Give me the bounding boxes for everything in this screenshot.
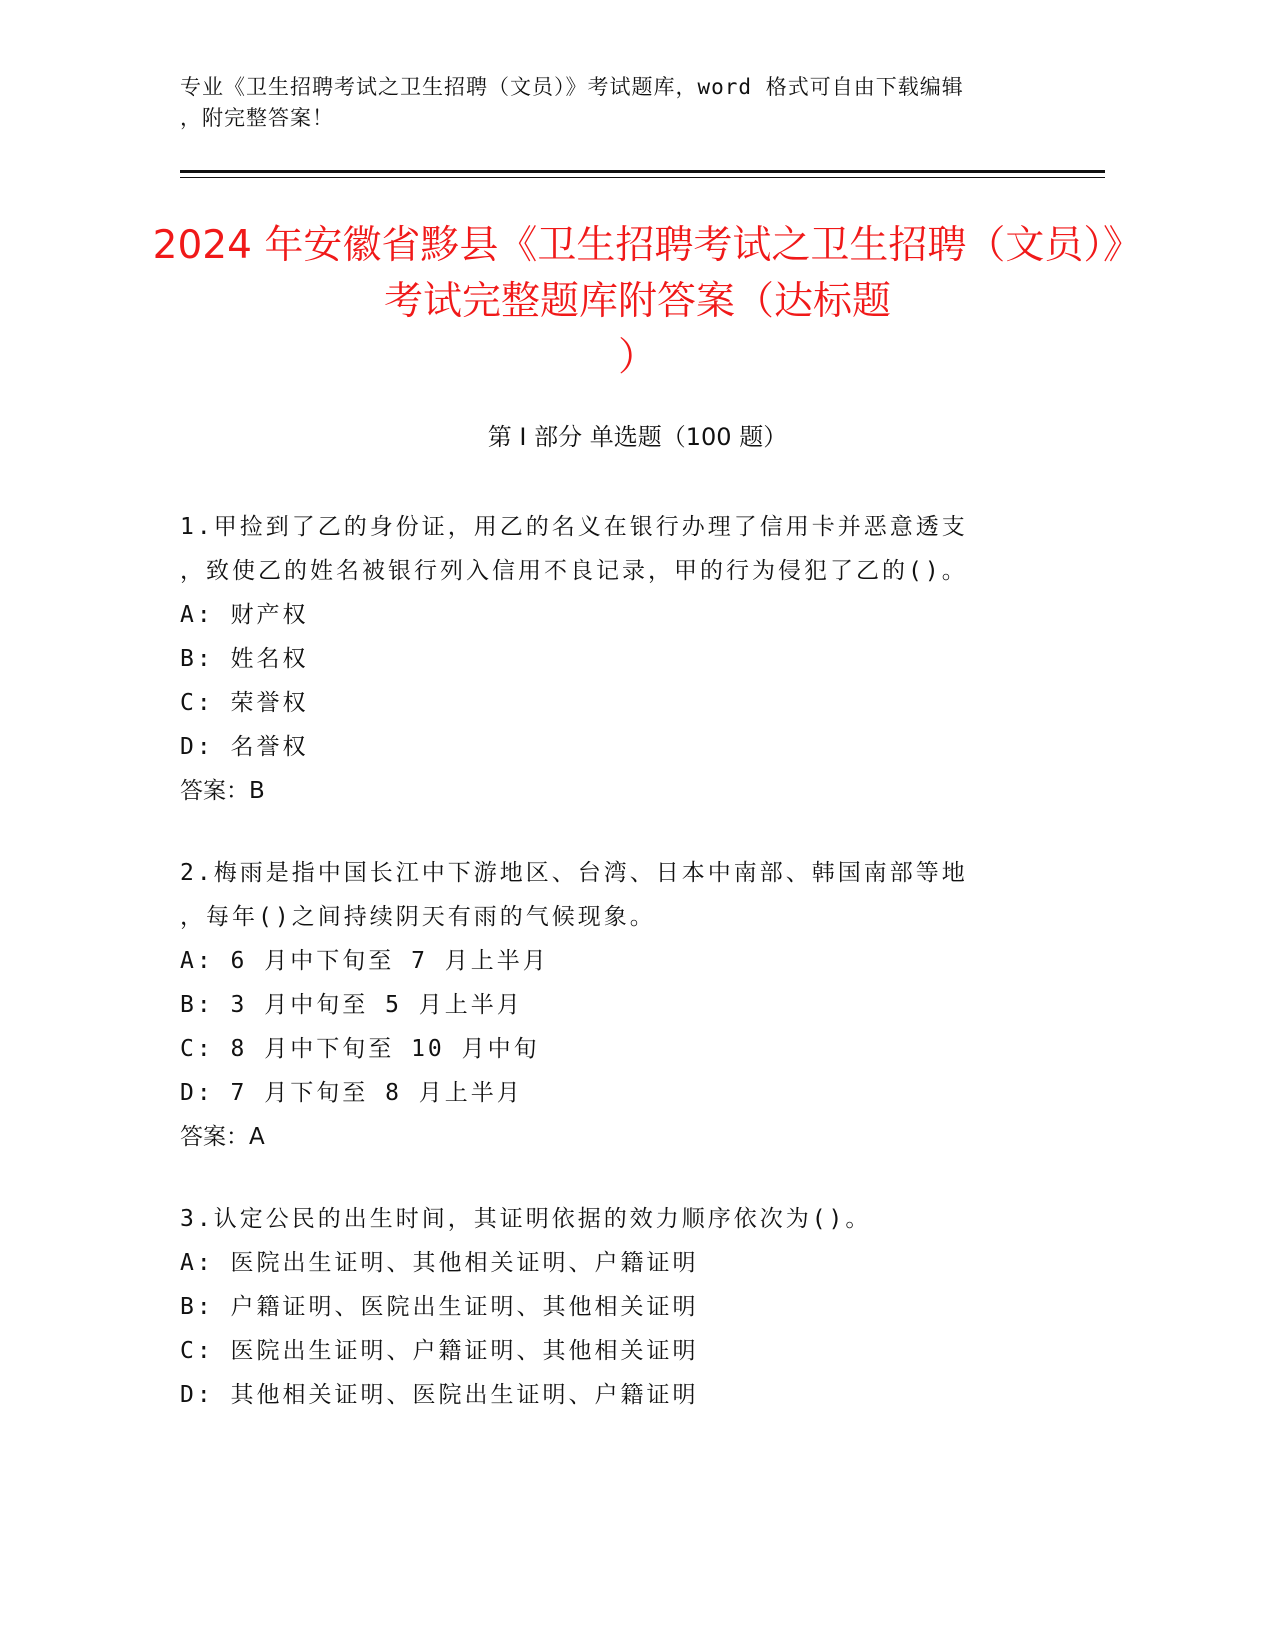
answer-label: 答案：A [180,1124,265,1150]
header-note: 专业《卫生招聘考试之卫生招聘（文员）》考试题库，word 格式可自由下载编辑 ，附完整答案！ [180,75,964,130]
question-stem: 1.甲捡到了乙的身份证，用乙的名义在银行办理了信用卡并恶意透支 ，致使乙的姓名被银行列入信用不良记录，甲的行为侵犯了乙的()。 [180,514,968,584]
option-d: D: 7 月下旬至 8 月上半月 [180,1080,523,1106]
answer-label: 答案：B [180,778,265,804]
option-b: B: 姓名权 [180,646,309,672]
question-1 [180,505,1040,813]
option-d: D: 名誉权 [180,734,309,760]
option-b: B: 户籍证明、医院出生证明、其他相关证明 [180,1294,699,1320]
option-a: A: 财产权 [180,602,309,628]
option-c: C: 8 月中下旬至 10 月中旬 [180,1036,540,1062]
header-rule-thin [180,177,1105,178]
question-3 [180,1197,1040,1417]
option-c: C: 医院出生证明、户籍证明、其他相关证明 [180,1338,699,1364]
option-b: B: 3 月中旬至 5 月上半月 [180,992,523,1018]
option-a: A: 6 月中下旬至 7 月上半月 [180,948,549,974]
question-stem: 3.认定公民的出生时间，其证明依据的效力顺序依次为()。 [180,1206,872,1232]
option-a: A: 医院出生证明、其他相关证明、户籍证明 [180,1250,699,1276]
header-rule-thick [180,170,1105,173]
question-list [180,505,1040,1455]
question-2 [180,851,1040,1159]
section-heading: 第 I 部分 单选题（100 题） [487,423,788,451]
question-stem: 2.梅雨是指中国长江中下游地区、台湾、日本中南部、韩国南部等地 ，每年()之间持续阴天有雨的气候现象。 [180,860,968,930]
document-title: 2024 年安徽省黟县《卫生招聘考试之卫生招聘（文员）》考试完整题库附答案（达标题 ） [152,223,1123,380]
option-c: C: 荣誉权 [180,690,309,716]
option-d: D: 其他相关证明、医院出生证明、户籍证明 [180,1382,699,1408]
